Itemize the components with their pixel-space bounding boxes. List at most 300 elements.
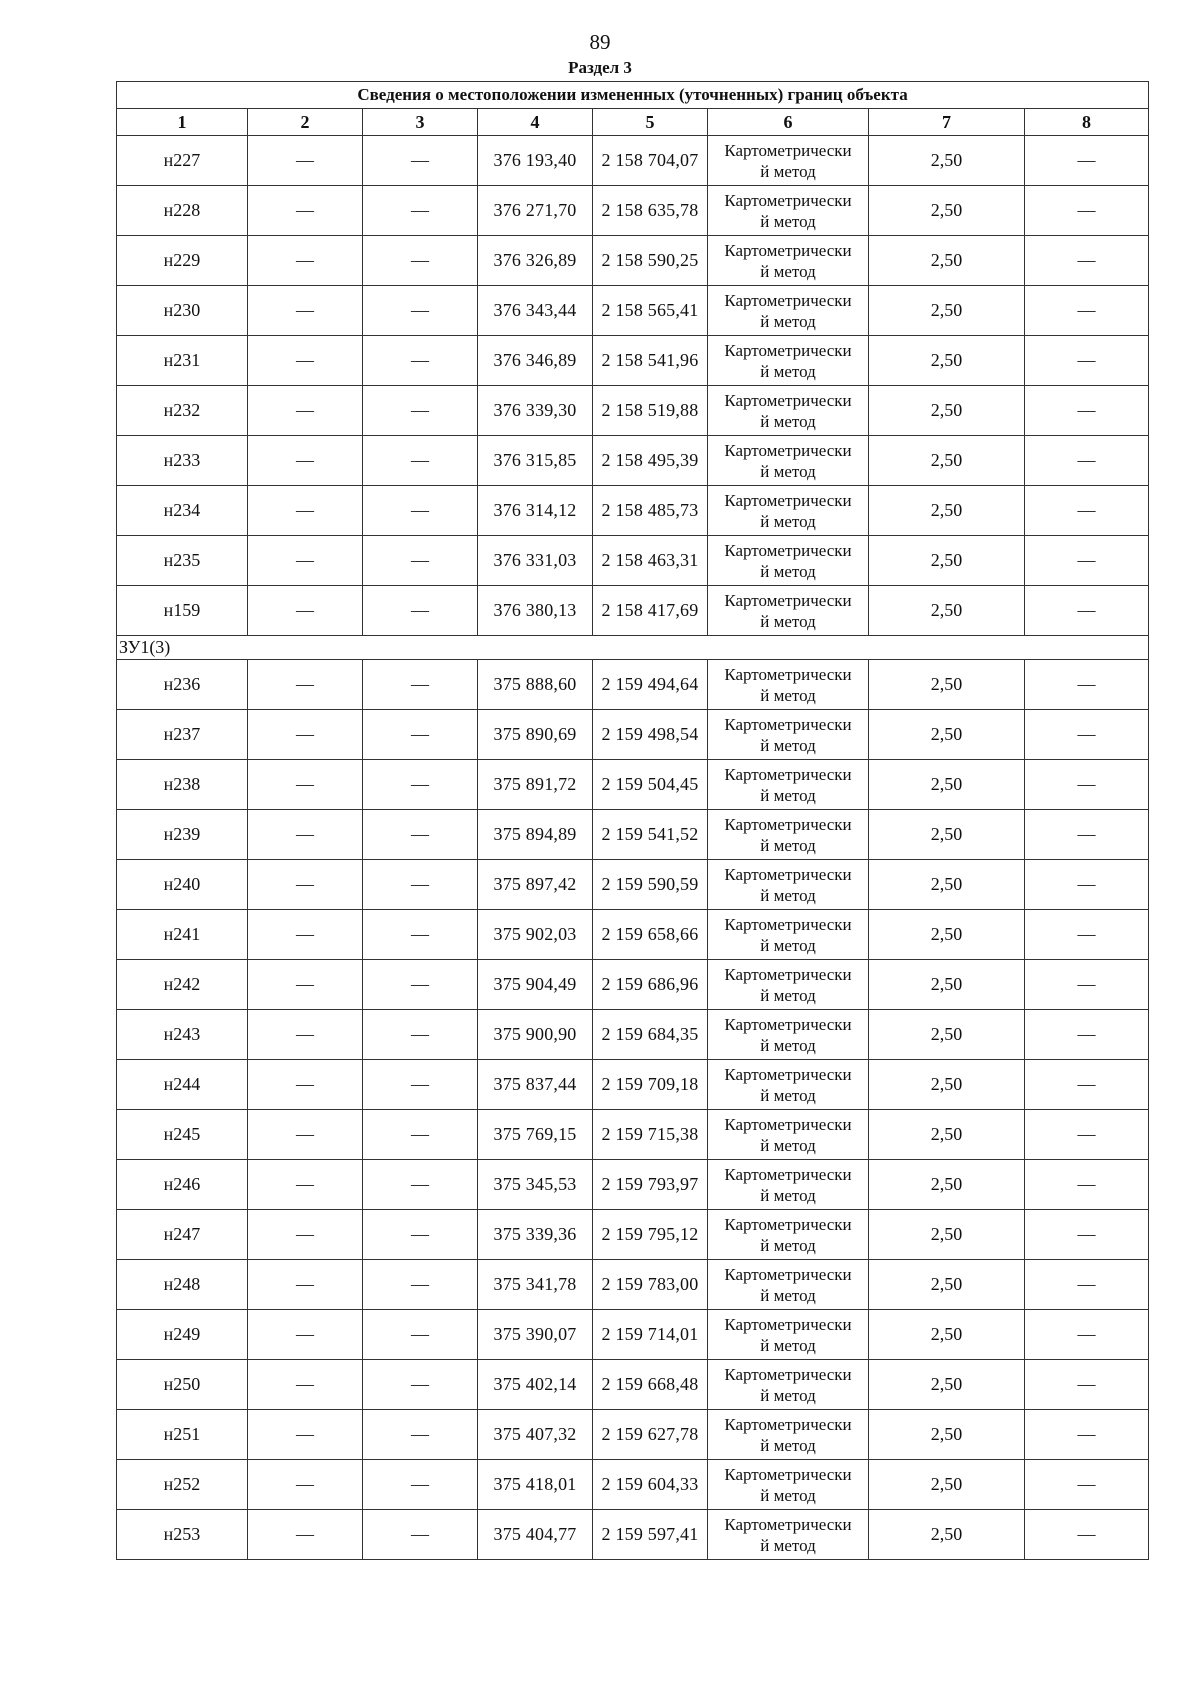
accuracy-cell: 2,50	[869, 536, 1025, 586]
point-id-cell: н246	[117, 1160, 248, 1210]
col8-cell: —	[1025, 1410, 1149, 1460]
method-line1: Картометрически	[724, 440, 852, 460]
x-coordinate-cell: 375 900,90	[478, 1010, 593, 1060]
method-cell	[708, 1360, 869, 1410]
col2-cell: —	[248, 760, 363, 810]
x-coordinate-cell: 376 314,12	[478, 486, 593, 536]
col8-cell: —	[1025, 1110, 1149, 1160]
method-line1: Картометрически	[724, 1464, 852, 1484]
method-cell	[708, 1110, 869, 1160]
point-id-cell: н245	[117, 1110, 248, 1160]
y-coordinate-cell: 2 158 463,31	[593, 536, 708, 586]
col2-cell: —	[248, 236, 363, 286]
table-row	[117, 286, 1149, 336]
x-coordinate-cell: 376 380,13	[478, 586, 593, 636]
method-line1: Картометрически	[724, 914, 852, 934]
table-row	[117, 186, 1149, 236]
x-coordinate-cell: 375 837,44	[478, 1060, 593, 1110]
accuracy-cell: 2,50	[869, 386, 1025, 436]
col8-cell: —	[1025, 1310, 1149, 1360]
table-row	[117, 1010, 1149, 1060]
col2-cell: —	[248, 1310, 363, 1360]
method-line2: й метод	[760, 161, 816, 181]
col8-cell: —	[1025, 760, 1149, 810]
y-coordinate-cell: 2 159 494,64	[593, 660, 708, 710]
method-line2: й метод	[760, 561, 816, 581]
col3-cell: —	[363, 586, 478, 636]
x-coordinate-cell: 375 341,78	[478, 1260, 593, 1310]
accuracy-cell: 2,50	[869, 1360, 1025, 1410]
col2-cell: —	[248, 536, 363, 586]
accuracy-cell: 2,50	[869, 1010, 1025, 1060]
group-label: ЗУ1(3)	[117, 636, 1149, 660]
col2-cell: —	[248, 186, 363, 236]
method-line1: Картометрически	[724, 1514, 852, 1534]
x-coordinate-cell: 375 402,14	[478, 1360, 593, 1410]
table-row	[117, 586, 1149, 636]
y-coordinate-cell: 2 158 485,73	[593, 486, 708, 536]
col3-cell: —	[363, 1510, 478, 1560]
method-cell	[708, 1410, 869, 1460]
header-cell: 2	[248, 109, 363, 136]
accuracy-cell: 2,50	[869, 586, 1025, 636]
method-line2: й метод	[760, 735, 816, 755]
section-title: Раздел 3	[568, 58, 632, 77]
point-id-cell: н233	[117, 436, 248, 486]
x-coordinate-cell: 375 891,72	[478, 760, 593, 810]
table-row	[117, 660, 1149, 710]
table-row	[117, 1410, 1149, 1460]
point-id-cell: н241	[117, 910, 248, 960]
accuracy-cell: 2,50	[869, 1310, 1025, 1360]
method-line2: й метод	[760, 835, 816, 855]
y-coordinate-cell: 2 159 658,66	[593, 910, 708, 960]
point-id-cell: н247	[117, 1210, 248, 1260]
col8-cell: —	[1025, 1210, 1149, 1260]
col8-cell: —	[1025, 1010, 1149, 1060]
method-cell	[708, 486, 869, 536]
method-line1: Картометрически	[724, 1314, 852, 1334]
point-id-cell: н228	[117, 186, 248, 236]
header-cell: 8	[1025, 109, 1149, 136]
method-cell	[708, 1060, 869, 1110]
col2-cell: —	[248, 860, 363, 910]
method-line1: Картометрически	[724, 190, 852, 210]
col8-cell: —	[1025, 136, 1149, 186]
header-cell: 3	[363, 109, 478, 136]
table-row	[117, 1160, 1149, 1210]
accuracy-cell: 2,50	[869, 286, 1025, 336]
x-coordinate-cell: 376 343,44	[478, 286, 593, 336]
x-coordinate-cell: 376 331,03	[478, 536, 593, 586]
col8-cell: —	[1025, 860, 1149, 910]
col2-cell: —	[248, 1160, 363, 1210]
accuracy-cell: 2,50	[869, 1060, 1025, 1110]
y-coordinate-cell: 2 159 795,12	[593, 1210, 708, 1260]
method-line2: й метод	[760, 1035, 816, 1055]
table-row	[117, 760, 1149, 810]
method-line1: Картометрически	[724, 1164, 852, 1184]
y-coordinate-cell: 2 158 590,25	[593, 236, 708, 286]
method-line1: Картометрически	[724, 664, 852, 684]
method-line1: Картометрически	[724, 1364, 852, 1384]
col2-cell: —	[248, 910, 363, 960]
method-line2: й метод	[760, 1385, 816, 1405]
col8-cell: —	[1025, 486, 1149, 536]
method-cell	[708, 810, 869, 860]
accuracy-cell: 2,50	[869, 1410, 1025, 1460]
method-line1: Картометрически	[724, 590, 852, 610]
col2-cell: —	[248, 1360, 363, 1410]
col3-cell: —	[363, 760, 478, 810]
y-coordinate-cell: 2 158 635,78	[593, 186, 708, 236]
accuracy-cell: 2,50	[869, 1210, 1025, 1260]
y-coordinate-cell: 2 159 627,78	[593, 1410, 708, 1460]
x-coordinate-cell: 375 418,01	[478, 1460, 593, 1510]
x-coordinate-cell: 376 271,70	[478, 186, 593, 236]
accuracy-cell: 2,50	[869, 1260, 1025, 1310]
method-line2: й метод	[760, 211, 816, 231]
table-row	[117, 710, 1149, 760]
x-coordinate-cell: 375 339,36	[478, 1210, 593, 1260]
method-cell	[708, 1160, 869, 1210]
method-line1: Картометрически	[724, 390, 852, 410]
col8-cell: —	[1025, 536, 1149, 586]
y-coordinate-cell: 2 159 498,54	[593, 710, 708, 760]
point-id-cell: н238	[117, 760, 248, 810]
point-id-cell: н235	[117, 536, 248, 586]
point-id-cell: н232	[117, 386, 248, 436]
col2-cell: —	[248, 1510, 363, 1560]
point-id-cell: н227	[117, 136, 248, 186]
y-coordinate-cell: 2 158 519,88	[593, 386, 708, 436]
col8-cell: —	[1025, 336, 1149, 386]
y-coordinate-cell: 2 159 793,97	[593, 1160, 708, 1210]
accuracy-cell: 2,50	[869, 660, 1025, 710]
method-cell	[708, 1010, 869, 1060]
table-row	[117, 1110, 1149, 1160]
col8-cell: —	[1025, 810, 1149, 860]
table-row	[117, 1210, 1149, 1260]
x-coordinate-cell: 375 345,53	[478, 1160, 593, 1210]
x-coordinate-cell: 375 890,69	[478, 710, 593, 760]
method-cell	[708, 136, 869, 186]
table-title-row	[117, 82, 1149, 109]
col8-cell: —	[1025, 186, 1149, 236]
method-line2: й метод	[760, 1485, 816, 1505]
method-line1: Картометрически	[724, 340, 852, 360]
point-id-cell: н244	[117, 1060, 248, 1110]
method-cell	[708, 386, 869, 436]
accuracy-cell: 2,50	[869, 1510, 1025, 1560]
y-coordinate-cell: 2 158 565,41	[593, 286, 708, 336]
method-cell	[708, 860, 869, 910]
col8-cell: —	[1025, 1060, 1149, 1110]
col2-cell: —	[248, 1110, 363, 1160]
point-id-cell: н234	[117, 486, 248, 536]
accuracy-cell: 2,50	[869, 486, 1025, 536]
method-line2: й метод	[760, 935, 816, 955]
col3-cell: —	[363, 486, 478, 536]
x-coordinate-cell: 376 339,30	[478, 386, 593, 436]
table-row	[117, 960, 1149, 1010]
method-line1: Картометрически	[724, 1114, 852, 1134]
table-row	[117, 536, 1149, 586]
method-line1: Картометрически	[724, 964, 852, 984]
col2-cell: —	[248, 136, 363, 186]
table-row	[117, 336, 1149, 386]
table-row	[117, 436, 1149, 486]
table-row	[117, 860, 1149, 910]
y-coordinate-cell: 2 159 686,96	[593, 960, 708, 1010]
point-id-cell: н250	[117, 1360, 248, 1410]
col3-cell: —	[363, 1460, 478, 1510]
table-row	[117, 386, 1149, 436]
method-cell	[708, 1510, 869, 1560]
col2-cell: —	[248, 810, 363, 860]
x-coordinate-cell: 376 326,89	[478, 236, 593, 286]
method-line1: Картометрически	[724, 764, 852, 784]
accuracy-cell: 2,50	[869, 1160, 1025, 1210]
point-id-cell: н230	[117, 286, 248, 336]
point-id-cell: н251	[117, 1410, 248, 1460]
col3-cell: —	[363, 1060, 478, 1110]
col2-cell: —	[248, 486, 363, 536]
method-line1: Картометрически	[724, 714, 852, 734]
header-cell: 6	[708, 109, 869, 136]
method-line1: Картометрически	[724, 1414, 852, 1434]
point-id-cell: н240	[117, 860, 248, 910]
col3-cell: —	[363, 960, 478, 1010]
method-line2: й метод	[760, 1185, 816, 1205]
method-line1: Картометрически	[724, 1264, 852, 1284]
point-id-cell: н236	[117, 660, 248, 710]
method-cell	[708, 536, 869, 586]
col2-cell: —	[248, 960, 363, 1010]
accuracy-cell: 2,50	[869, 1460, 1025, 1510]
accuracy-cell: 2,50	[869, 136, 1025, 186]
y-coordinate-cell: 2 158 541,96	[593, 336, 708, 386]
col8-cell: —	[1025, 1460, 1149, 1510]
col2-cell: —	[248, 710, 363, 760]
method-line1: Картометрически	[724, 1064, 852, 1084]
method-line1: Картометрически	[724, 140, 852, 160]
y-coordinate-cell: 2 159 590,59	[593, 860, 708, 910]
method-line2: й метод	[760, 1235, 816, 1255]
col3-cell: —	[363, 1110, 478, 1160]
table-row	[117, 1460, 1149, 1510]
col3-cell: —	[363, 386, 478, 436]
header-row	[117, 109, 1149, 136]
method-line1: Картометрически	[724, 1214, 852, 1234]
x-coordinate-cell: 375 407,32	[478, 1410, 593, 1460]
col3-cell: —	[363, 710, 478, 760]
y-coordinate-cell: 2 159 715,38	[593, 1110, 708, 1160]
col2-cell: —	[248, 1410, 363, 1460]
method-cell	[708, 236, 869, 286]
y-coordinate-cell: 2 159 684,35	[593, 1010, 708, 1060]
table-row	[117, 136, 1149, 186]
method-cell	[708, 286, 869, 336]
header-cell: 1	[117, 109, 248, 136]
col8-cell: —	[1025, 960, 1149, 1010]
method-cell	[708, 1310, 869, 1360]
point-id-cell: н243	[117, 1010, 248, 1060]
group-row	[117, 636, 1149, 660]
method-cell	[708, 710, 869, 760]
method-line1: Картометрически	[724, 814, 852, 834]
accuracy-cell: 2,50	[869, 436, 1025, 486]
method-line2: й метод	[760, 361, 816, 381]
table-row	[117, 1510, 1149, 1560]
table-row	[117, 1360, 1149, 1410]
table-row	[117, 1060, 1149, 1110]
col8-cell: —	[1025, 1160, 1149, 1210]
col8-cell: —	[1025, 286, 1149, 336]
x-coordinate-cell: 375 904,49	[478, 960, 593, 1010]
method-line2: й метод	[760, 1085, 816, 1105]
method-line2: й метод	[760, 411, 816, 431]
col8-cell: —	[1025, 236, 1149, 286]
point-id-cell: н239	[117, 810, 248, 860]
method-line2: й метод	[760, 511, 816, 531]
method-line1: Картометрически	[724, 1014, 852, 1034]
col3-cell: —	[363, 336, 478, 386]
method-cell	[708, 1210, 869, 1260]
col2-cell: —	[248, 1460, 363, 1510]
col8-cell: —	[1025, 586, 1149, 636]
table-row	[117, 486, 1149, 536]
x-coordinate-cell: 375 888,60	[478, 660, 593, 710]
header-cell: 4	[478, 109, 593, 136]
point-id-cell: н231	[117, 336, 248, 386]
accuracy-cell: 2,50	[869, 710, 1025, 760]
col2-cell: —	[248, 1260, 363, 1310]
col3-cell: —	[363, 436, 478, 486]
method-line2: й метод	[760, 685, 816, 705]
header-cell: 5	[593, 109, 708, 136]
coordinates-table	[116, 81, 1149, 1560]
method-line2: й метод	[760, 1135, 816, 1155]
page-number: 89	[589, 30, 611, 54]
method-cell	[708, 1260, 869, 1310]
col8-cell: —	[1025, 1360, 1149, 1410]
col3-cell: —	[363, 136, 478, 186]
accuracy-cell: 2,50	[869, 860, 1025, 910]
accuracy-cell: 2,50	[869, 1110, 1025, 1160]
col2-cell: —	[248, 1210, 363, 1260]
method-line1: Картометрически	[724, 490, 852, 510]
col3-cell: —	[363, 660, 478, 710]
x-coordinate-cell: 375 390,07	[478, 1310, 593, 1360]
method-line2: й метод	[760, 1335, 816, 1355]
col3-cell: —	[363, 910, 478, 960]
col3-cell: —	[363, 286, 478, 336]
point-id-cell: н248	[117, 1260, 248, 1310]
point-id-cell: н229	[117, 236, 248, 286]
table-row	[117, 1310, 1149, 1360]
col3-cell: —	[363, 1210, 478, 1260]
y-coordinate-cell: 2 159 714,01	[593, 1310, 708, 1360]
col2-cell: —	[248, 586, 363, 636]
col8-cell: —	[1025, 1510, 1149, 1560]
method-cell	[708, 436, 869, 486]
y-coordinate-cell: 2 159 541,52	[593, 810, 708, 860]
table-row	[117, 810, 1149, 860]
y-coordinate-cell: 2 158 495,39	[593, 436, 708, 486]
method-line2: й метод	[760, 311, 816, 331]
col8-cell: —	[1025, 710, 1149, 760]
col2-cell: —	[248, 336, 363, 386]
x-coordinate-cell: 376 346,89	[478, 336, 593, 386]
method-line2: й метод	[760, 611, 816, 631]
point-id-cell: н242	[117, 960, 248, 1010]
y-coordinate-cell: 2 159 709,18	[593, 1060, 708, 1110]
x-coordinate-cell: 376 315,85	[478, 436, 593, 486]
point-id-cell: н237	[117, 710, 248, 760]
col8-cell: —	[1025, 910, 1149, 960]
col2-cell: —	[248, 436, 363, 486]
accuracy-cell: 2,50	[869, 960, 1025, 1010]
accuracy-cell: 2,50	[869, 336, 1025, 386]
y-coordinate-cell: 2 159 783,00	[593, 1260, 708, 1310]
method-line1: Картометрически	[724, 540, 852, 560]
y-coordinate-cell: 2 158 417,69	[593, 586, 708, 636]
x-coordinate-cell: 376 193,40	[478, 136, 593, 186]
table-row	[117, 910, 1149, 960]
method-line1: Картометрически	[724, 240, 852, 260]
method-cell	[708, 336, 869, 386]
header-cell: 7	[869, 109, 1025, 136]
col3-cell: —	[363, 860, 478, 910]
col3-cell: —	[363, 186, 478, 236]
method-line1: Картометрически	[724, 290, 852, 310]
method-line2: й метод	[760, 261, 816, 281]
col3-cell: —	[363, 236, 478, 286]
method-line2: й метод	[760, 461, 816, 481]
col3-cell: —	[363, 1410, 478, 1460]
point-id-cell: н249	[117, 1310, 248, 1360]
col3-cell: —	[363, 1360, 478, 1410]
method-line2: й метод	[760, 1535, 816, 1555]
x-coordinate-cell: 375 769,15	[478, 1110, 593, 1160]
accuracy-cell: 2,50	[869, 760, 1025, 810]
x-coordinate-cell: 375 897,42	[478, 860, 593, 910]
col3-cell: —	[363, 1260, 478, 1310]
col2-cell: —	[248, 286, 363, 336]
y-coordinate-cell: 2 159 597,41	[593, 1510, 708, 1560]
table-title: Сведения о местоположении измененных (уточненных) границ объекта	[117, 82, 1149, 109]
method-cell	[708, 586, 869, 636]
method-line1: Картометрически	[724, 864, 852, 884]
y-coordinate-cell: 2 158 704,07	[593, 136, 708, 186]
col8-cell: —	[1025, 1260, 1149, 1310]
accuracy-cell: 2,50	[869, 810, 1025, 860]
point-id-cell: н252	[117, 1460, 248, 1510]
accuracy-cell: 2,50	[869, 236, 1025, 286]
accuracy-cell: 2,50	[869, 910, 1025, 960]
accuracy-cell: 2,50	[869, 186, 1025, 236]
x-coordinate-cell: 375 894,89	[478, 810, 593, 860]
x-coordinate-cell: 375 404,77	[478, 1510, 593, 1560]
col3-cell: —	[363, 536, 478, 586]
col8-cell: —	[1025, 660, 1149, 710]
method-cell	[708, 1460, 869, 1510]
point-id-cell: н159	[117, 586, 248, 636]
method-cell	[708, 660, 869, 710]
method-line2: й метод	[760, 1285, 816, 1305]
method-line2: й метод	[760, 985, 816, 1005]
